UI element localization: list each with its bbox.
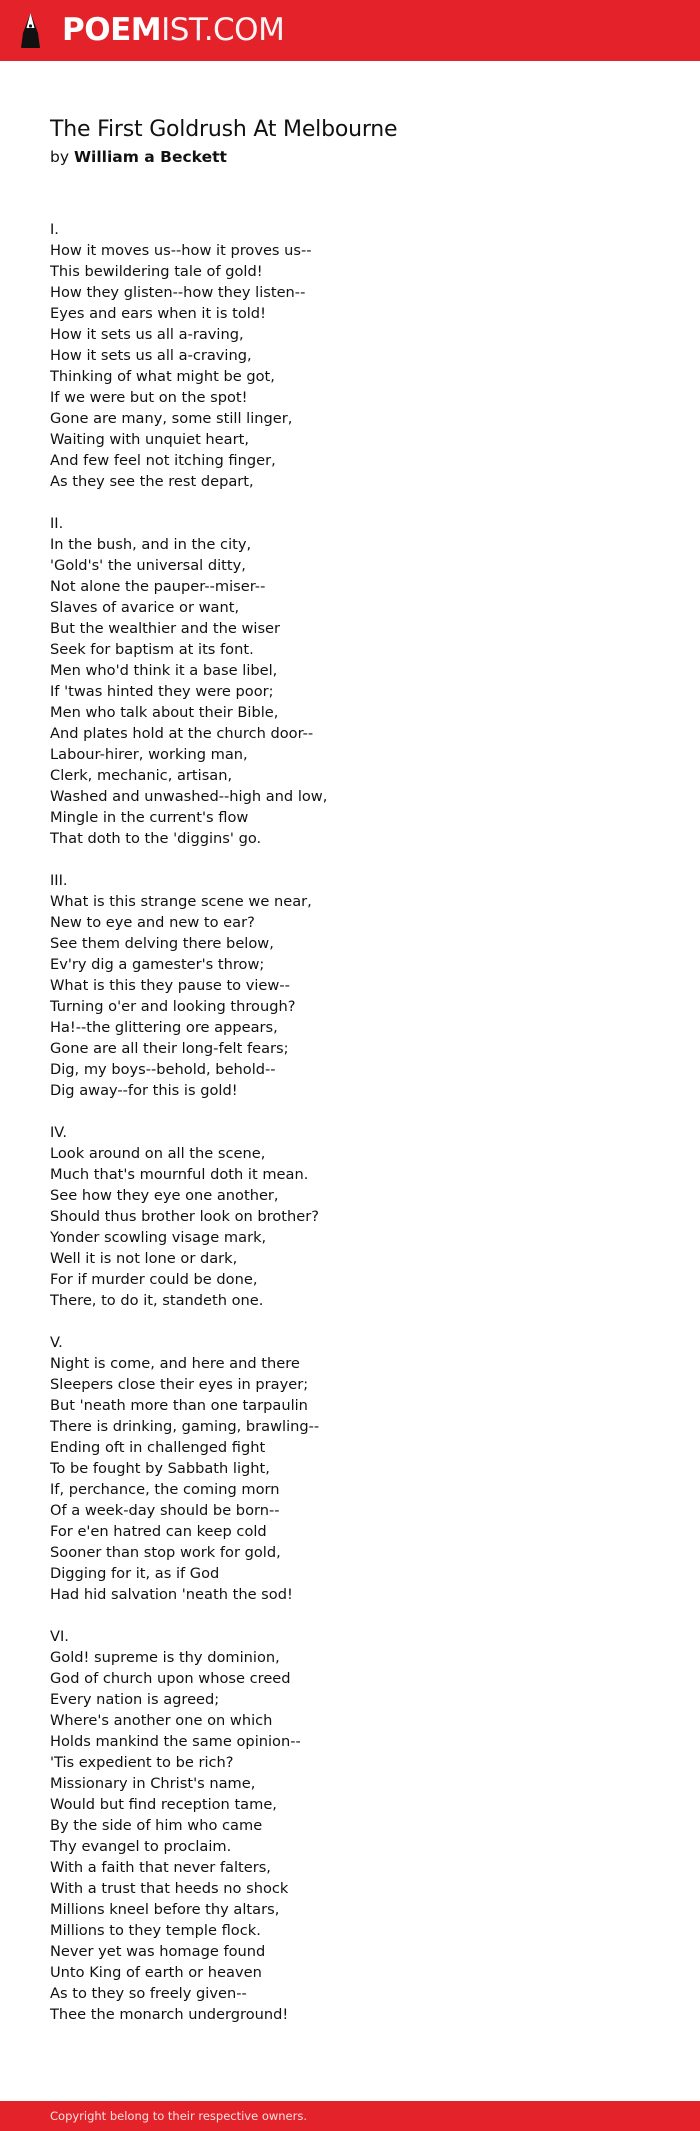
poem-line: Unto King of earth or heaven	[50, 1964, 262, 1981]
poem-line: But the wealthier and the wiser	[50, 620, 281, 637]
poem-line: For if murder could be done,	[50, 1271, 258, 1288]
poem-line: Every nation is agreed;	[50, 1691, 220, 1708]
stanza-number: I.	[50, 221, 59, 238]
stanza	[50, 1332, 650, 1605]
poem-line: As they see the rest depart,	[50, 473, 254, 490]
poem-line: Waiting with unquiet heart,	[50, 431, 249, 448]
poem-line: How it sets us all a-raving,	[50, 326, 244, 343]
poem-line: Missionary in Christ's name,	[50, 1775, 256, 1792]
pen-nib-icon	[18, 11, 43, 51]
poem-line: Men who talk about their Bible,	[50, 704, 279, 721]
poem-line: Seek for baptism at its font.	[50, 641, 254, 658]
poem-line: Yonder scowling visage mark,	[50, 1229, 267, 1246]
poem-line: 'Gold's' the universal ditty,	[50, 557, 246, 574]
stanza-number: III.	[50, 872, 68, 889]
stanza	[50, 513, 650, 849]
poem-line: See them delving there below,	[50, 935, 274, 952]
poem-line: How it sets us all a-craving,	[50, 347, 252, 364]
poem-line: How it moves us--how it proves us--	[50, 242, 312, 259]
poem-line: God of church upon whose creed	[50, 1670, 291, 1687]
copyright-text: Copyright belong to their respective owners.	[50, 2109, 308, 2123]
poem-line: New to eye and new to ear?	[50, 914, 255, 931]
site-logo[interactable]	[18, 11, 284, 51]
poem-line: Slaves of avarice or want,	[50, 599, 240, 616]
stanza	[50, 1122, 650, 1311]
poem-line: 'Tis expedient to be rich?	[50, 1754, 234, 1771]
poem-line: Gone are many, some still linger,	[50, 410, 293, 427]
poem-line: Had hid salvation 'neath the sod!	[50, 1586, 293, 1603]
poem-line: If, perchance, the coming morn	[50, 1481, 280, 1498]
stanza	[50, 1626, 650, 2025]
poem-line: There is drinking, gaming, brawling--	[50, 1418, 320, 1435]
poem-line: Labour-hirer, working man,	[50, 746, 248, 763]
poem-line: Of a week-day should be born--	[50, 1502, 280, 1519]
poem-line: If we were but on the spot!	[50, 389, 248, 406]
poem-line: Thee the monarch underground!	[50, 2006, 289, 2023]
poem-line: With a faith that never falters,	[50, 1859, 271, 1876]
poem-line: Sleepers close their eyes in prayer;	[50, 1376, 309, 1393]
poem-line: To be fought by Sabbath light,	[50, 1460, 270, 1477]
poem-line: What is this strange scene we near,	[50, 893, 312, 910]
poem-line: Night is come, and here and there	[50, 1355, 300, 1372]
stanza-number: V.	[50, 1334, 63, 1351]
poem-line: Should thus brother look on brother?	[50, 1208, 319, 1225]
poem-line: Gold! supreme is thy dominion,	[50, 1649, 280, 1666]
poem-line: That doth to the 'diggins' go.	[50, 830, 262, 847]
site-name-light: IST.COM	[161, 12, 285, 48]
poem-line: Mingle in the current's flow	[50, 809, 249, 826]
poem-line: If 'twas hinted they were poor;	[50, 683, 274, 700]
poem-line: By the side of him who came	[50, 1817, 263, 1834]
poem-line: Ending oft in challenged fight	[50, 1439, 266, 1456]
poem-line: Thinking of what might be got,	[50, 368, 275, 385]
poem-line: With a trust that heeds no shock	[50, 1880, 289, 1897]
stanza	[50, 219, 650, 492]
poem-line: And plates hold at the church door--	[50, 725, 314, 742]
poem-line: How they glisten--how they listen--	[50, 284, 306, 301]
poem-line: Much that's mournful doth it mean.	[50, 1166, 309, 1183]
poem-header	[50, 115, 650, 169]
poem-line: Not alone the pauper--miser--	[50, 578, 266, 595]
poem-line: What is this they pause to view--	[50, 977, 290, 994]
poem-line: Dig, my boys--behold, behold--	[50, 1061, 276, 1078]
poem-line: Holds mankind the same opinion--	[50, 1733, 301, 1750]
site-name-bold: POEM	[62, 12, 162, 48]
by-label: by	[50, 148, 70, 166]
poem-line: Never yet was homage found	[50, 1943, 266, 1960]
poem-line: Turning o'er and looking through?	[50, 998, 296, 1015]
poem-line: Washed and unwashed--high and low,	[50, 788, 328, 805]
poem-line: And few feel not itching finger,	[50, 452, 276, 469]
poem-line: Where's another one on which	[50, 1712, 273, 1729]
poem-line: Gone are all their long-felt fears;	[50, 1040, 289, 1057]
poem-line: Thy evangel to proclaim.	[50, 1838, 232, 1855]
poem-line: But 'neath more than one tarpaulin	[50, 1397, 308, 1414]
poem-body	[50, 219, 650, 2046]
poem-line: Millions to they temple flock.	[50, 1922, 261, 1939]
stanza-number: II.	[50, 515, 64, 532]
poem-line: Ev'ry dig a gamester's throw;	[50, 956, 265, 973]
site-header	[0, 0, 700, 61]
poem-line: Digging for it, as if God	[50, 1565, 220, 1582]
site-footer	[0, 2101, 700, 2131]
poem-line: See how they eye one another,	[50, 1187, 279, 1204]
poem-line: Men who'd think it a base libel,	[50, 662, 278, 679]
byline	[50, 145, 650, 169]
site-name	[62, 12, 285, 48]
poem-line: There, to do it, standeth one.	[50, 1292, 264, 1309]
stanza-number: VI.	[50, 1628, 69, 1645]
poem-line: Dig away--for this is gold!	[50, 1082, 238, 1099]
poem-line: Would but find reception tame,	[50, 1796, 277, 1813]
author-link[interactable]: William a Beckett	[73, 148, 227, 166]
poem-line: In the bush, and in the city,	[50, 536, 252, 553]
poem-line: Well it is not lone or dark,	[50, 1250, 238, 1267]
poem-line: As to they so freely given--	[50, 1985, 247, 2002]
poem-line: For e'en hatred can keep cold	[50, 1523, 267, 1540]
poem-line: This bewildering tale of gold!	[50, 263, 263, 280]
stanza-number: IV.	[50, 1124, 68, 1141]
poem-line: Ha!--the glittering ore appears,	[50, 1019, 278, 1036]
poem-line: Clerk, mechanic, artisan,	[50, 767, 233, 784]
poem-line: Sooner than stop work for gold,	[50, 1544, 281, 1561]
poem-line: Look around on all the scene,	[50, 1145, 266, 1162]
poem-title: The First Goldrush At Melbourne	[50, 117, 398, 142]
stanza	[50, 870, 650, 1101]
poem-line: Eyes and ears when it is told!	[50, 305, 266, 322]
poem-line: Millions kneel before thy altars,	[50, 1901, 280, 1918]
